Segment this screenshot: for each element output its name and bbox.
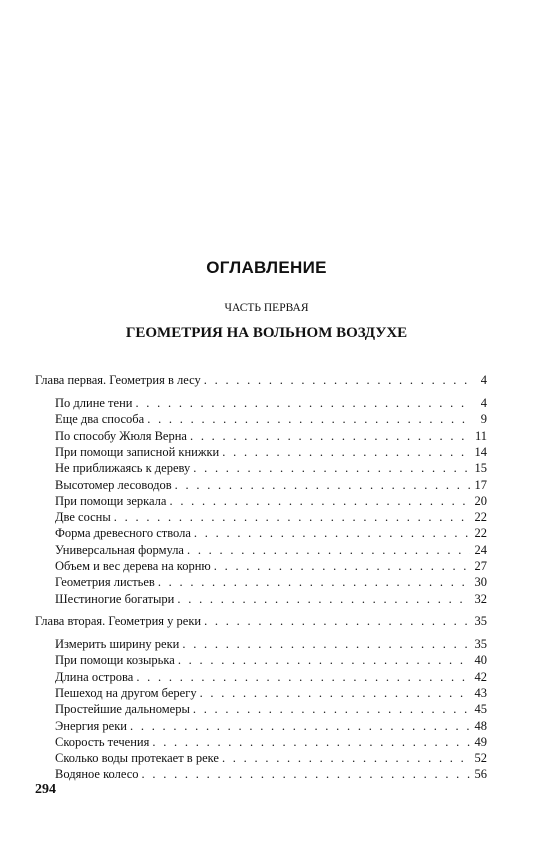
entry-title: Не приближаясь к дереву — [55, 461, 191, 476]
toc-entry — [55, 509, 487, 525]
dot-leader — [175, 477, 470, 493]
entry-page: 40 — [474, 653, 487, 668]
toc-entry — [55, 444, 487, 460]
toc-entry — [55, 701, 487, 717]
dot-leader — [158, 574, 470, 590]
entry-title: При помощи зеркала — [55, 493, 167, 508]
entry-title: Простейшие дальномеры — [55, 702, 190, 717]
chapter-title: Глава вторая. Геометрия у реки — [35, 614, 202, 628]
dot-leader — [114, 509, 470, 525]
toc-entry — [55, 766, 487, 782]
entry-page: 48 — [474, 718, 487, 733]
entry-page: 43 — [474, 685, 487, 700]
dot-leader — [130, 718, 470, 734]
toc-entry — [55, 652, 487, 668]
entry-page: 15 — [474, 461, 487, 476]
dot-leader — [200, 685, 470, 701]
entry-page: 56 — [474, 767, 487, 782]
dot-leader — [204, 372, 470, 388]
dot-leader — [177, 591, 470, 607]
dot-leader — [194, 525, 470, 541]
dot-leader — [135, 395, 470, 411]
dot-leader — [193, 460, 470, 476]
entry-page: 20 — [474, 493, 487, 508]
toc-entry — [55, 460, 487, 476]
entry-title: Форма древесного ствола — [55, 526, 191, 541]
chapter-title: Глава первая. Геометрия в лесу — [35, 373, 201, 387]
toc-entry — [55, 734, 487, 750]
entry-page: 35 — [474, 637, 487, 651]
dot-leader — [222, 750, 470, 766]
dot-leader — [178, 652, 470, 668]
dot-leader — [193, 701, 470, 717]
toc-entry — [55, 542, 487, 558]
entry-title: Геометрия листьев — [55, 575, 155, 590]
page-number: 294 — [35, 782, 56, 797]
entry-title: Длина острова — [55, 669, 134, 684]
dot-leader — [142, 766, 470, 782]
entry-title: Объем и вес дерева на корню — [55, 559, 211, 573]
dot-leader — [136, 669, 470, 685]
entry-page: 9 — [480, 412, 487, 427]
dot-leader — [222, 444, 470, 460]
entry-page: 49 — [474, 734, 487, 749]
entry-title: По длине тени — [55, 396, 133, 410]
toc-entry — [55, 574, 487, 590]
entry-title: Сколько воды протекает в реке — [55, 751, 219, 766]
dot-leader — [187, 542, 470, 558]
entry-title: Высотомер лесоводов — [55, 477, 172, 492]
entry-page: 45 — [474, 702, 487, 717]
toc-entry — [55, 525, 487, 541]
part-title: ГЕОМЕТРИЯ НА ВОЛЬНОМ ВОЗДУХЕ — [125, 325, 408, 341]
toc-entry — [55, 493, 487, 509]
entry-title: Универсальная формула — [55, 542, 184, 557]
toc-entry — [55, 558, 487, 574]
chapter-page: 4 — [480, 373, 487, 387]
entry-page: 11 — [474, 428, 487, 443]
part-label: ЧАСТЬ ПЕРВАЯ — [224, 302, 309, 314]
entry-title: Скорость течения — [55, 734, 150, 749]
entry-title: Шестиногие богатыри — [55, 591, 175, 606]
toc-entry — [55, 669, 487, 685]
dot-leader — [182, 636, 470, 652]
entry-page: 14 — [474, 444, 487, 459]
entry-title: При помощи записной книжки — [55, 444, 220, 459]
dot-leader — [204, 613, 470, 629]
toc-entry — [55, 636, 487, 652]
entry-page: 52 — [474, 751, 487, 766]
entry-page: 27 — [474, 559, 487, 573]
toc-entry — [55, 718, 487, 734]
dot-leader — [190, 428, 470, 444]
entry-page: 17 — [474, 477, 487, 492]
toc-entry — [55, 685, 487, 701]
entry-title: Водяное колесо — [55, 767, 139, 782]
entry-page: 22 — [474, 510, 487, 525]
toc-entry — [55, 591, 487, 607]
entry-title: Пешеход на другом берегу — [55, 685, 197, 700]
entry-page: 32 — [474, 591, 487, 606]
toc-heading: ОГЛАВЛЕНИЕ — [206, 258, 327, 277]
dot-leader — [214, 558, 470, 574]
toc-entry — [55, 477, 487, 493]
toc-chapter — [35, 613, 487, 629]
entry-title: При помощи козырька — [55, 653, 175, 668]
entry-title: Измерить ширину реки — [55, 637, 180, 651]
dot-leader — [152, 734, 470, 750]
entry-page: 22 — [474, 526, 487, 541]
chapter-page: 35 — [474, 614, 487, 628]
entry-page: 24 — [474, 542, 487, 557]
toc-entry — [55, 411, 487, 427]
entry-page: 30 — [474, 575, 487, 590]
entry-title: По способу Жюля Верна — [55, 428, 187, 443]
entry-title: Энергия реки — [55, 718, 127, 733]
entry-title: Еще два способа — [55, 412, 145, 427]
toc-entry — [55, 750, 487, 766]
entry-page: 4 — [480, 396, 487, 410]
toc-entry — [55, 395, 487, 411]
dot-leader — [147, 411, 470, 427]
entry-page: 42 — [474, 669, 487, 684]
entry-title: Две сосны — [55, 510, 111, 525]
toc-entry — [55, 428, 487, 444]
dot-leader — [169, 493, 470, 509]
toc-chapter — [35, 372, 487, 388]
